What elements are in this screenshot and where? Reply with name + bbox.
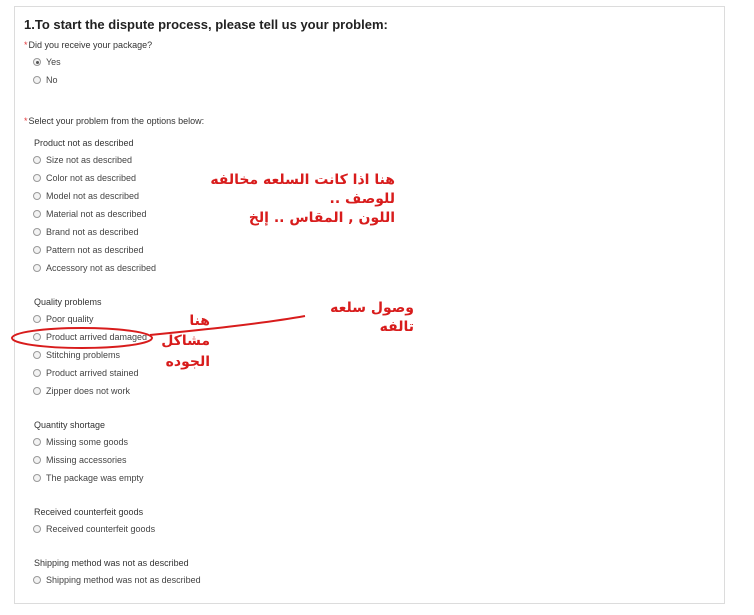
option-label: Size not as described [46, 155, 133, 165]
option-label: Zipper does not work [46, 386, 131, 396]
problem-question-label: Select your problem from the options below: [28, 116, 205, 126]
group-title-shipping: Shipping method was not as described [34, 558, 189, 568]
radio[interactable] [33, 192, 41, 200]
package-option-label: No [46, 75, 58, 85]
option-size[interactable] [33, 155, 132, 165]
radio[interactable] [33, 387, 41, 395]
problem-question [24, 116, 204, 126]
annotation-damaged: وصول سلعه تالفه [330, 300, 414, 335]
package-option-no[interactable] [33, 75, 58, 85]
radio[interactable] [33, 156, 41, 164]
radio[interactable] [33, 174, 41, 182]
radio-yes[interactable] [33, 58, 41, 66]
annotation-quality [160, 311, 210, 372]
option-missing-accessories[interactable] [33, 455, 127, 465]
radio[interactable] [33, 264, 41, 272]
radio[interactable] [33, 576, 41, 584]
option-stitching[interactable] [33, 350, 120, 360]
option-shipping-method[interactable] [33, 575, 201, 585]
option-label: Pattern not as described [46, 245, 144, 255]
option-material[interactable] [33, 209, 147, 219]
package-option-yes[interactable] [33, 57, 61, 67]
option-counterfeit[interactable] [33, 524, 155, 534]
option-label: Missing accessories [46, 455, 127, 465]
option-label: Stitching problems [46, 350, 121, 360]
option-color[interactable] [33, 173, 136, 183]
radio[interactable] [33, 246, 41, 254]
option-package-empty[interactable] [33, 473, 144, 483]
radio-no[interactable] [33, 76, 41, 84]
package-question [24, 40, 152, 50]
option-label: Brand not as described [46, 227, 139, 237]
annotation-not-as-described [160, 171, 395, 228]
option-label: Poor quality [46, 314, 94, 324]
option-label: Product arrived damaged [46, 332, 148, 342]
radio[interactable] [33, 474, 41, 482]
annotation-line: مشاكل [161, 333, 210, 350]
option-arrived-damaged[interactable] [33, 332, 147, 342]
annotation-line: هنا [189, 313, 210, 329]
radio[interactable] [33, 351, 41, 359]
radio[interactable] [33, 456, 41, 464]
annotation-line: الجوده [165, 353, 210, 370]
option-arrived-stained[interactable] [33, 368, 139, 378]
required-asterisk: * [24, 116, 28, 126]
required-asterisk: * [24, 40, 28, 50]
option-label: The package was empty [46, 473, 144, 483]
option-label: Material not as described [46, 209, 147, 219]
radio[interactable] [33, 333, 41, 341]
annotation-line: اللون , المقاس .. إلخ [248, 209, 395, 226]
option-label: Product arrived stained [46, 368, 139, 378]
option-brand[interactable] [33, 227, 139, 237]
group-title-not-as-described: Product not as described [34, 138, 134, 148]
page-title: 1.To start the dispute process, please tell us your problem: [24, 17, 388, 32]
group-title-quality: Quality problems [34, 297, 102, 307]
option-label: Missing some goods [46, 437, 129, 447]
option-pattern[interactable] [33, 245, 144, 255]
option-label: Shipping method was not as described [46, 575, 201, 585]
package-option-label: Yes [46, 57, 61, 67]
radio[interactable] [33, 369, 41, 377]
option-accessory[interactable] [33, 263, 156, 273]
annotation-line: هنا اذا كانت السلعه مخالفه للوصف .. [210, 172, 395, 207]
package-question-label: Did you receive your package? [28, 40, 153, 50]
option-missing-goods[interactable] [33, 437, 128, 447]
group-title-quantity: Quantity shortage [34, 420, 106, 430]
group-title-counterfeit: Received counterfeit goods [34, 507, 144, 517]
radio[interactable] [33, 228, 41, 236]
option-poor-quality[interactable] [33, 314, 94, 324]
option-label: Received counterfeit goods [46, 524, 156, 534]
radio[interactable] [33, 210, 41, 218]
radio[interactable] [33, 438, 41, 446]
option-label: Model not as described [46, 191, 140, 201]
radio[interactable] [33, 525, 41, 533]
option-model[interactable] [33, 191, 139, 201]
option-label: Color not as described [46, 173, 137, 183]
radio[interactable] [33, 315, 41, 323]
option-zipper[interactable] [33, 386, 130, 396]
option-label: Accessory not as described [46, 263, 157, 273]
